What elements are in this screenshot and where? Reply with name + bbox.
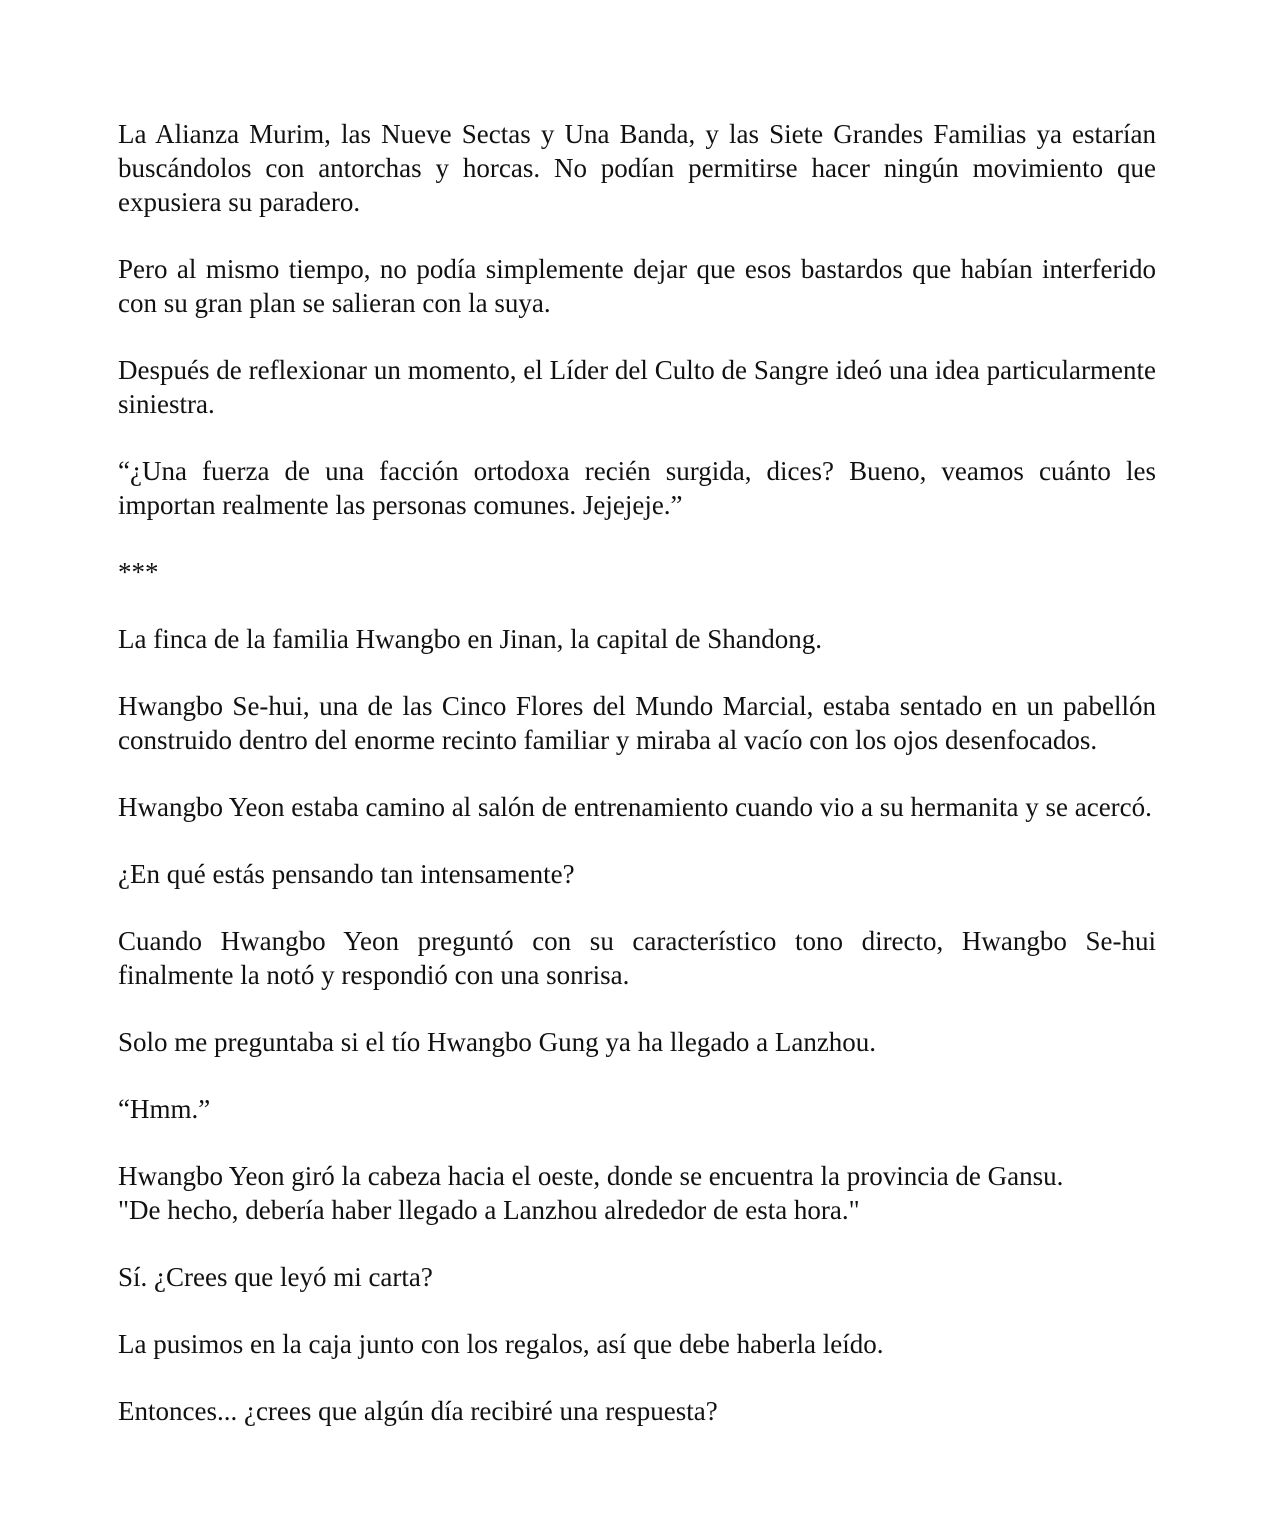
paragraph-se-hui-responds: Cuando Hwangbo Yeon preguntó con su característico tono directo, Hwangbo Se-hui finalmente la notó y respondió con una sonrisa. (118, 926, 1156, 990)
paragraph-hwangbo-estate: La finca de la familia Hwangbo en Jinan, la capital de Shandong. (118, 624, 823, 654)
paragraph-se-hui-pavilion: Hwangbo Se-hui, una de las Cinco Flores del Mundo Marcial, estaba sentado en un pabellón construido dentro del enorme recinto familiar y miraba al vacío con los ojos desenfocados. (118, 691, 1156, 755)
paragraph-box-gifts: La pusimos en la caja junto con los regalos, así que debe haberla leído. (118, 1329, 884, 1359)
paragraph-bastards-plan: Pero al mismo tiempo, no podía simplemente dejar que esos bastardos que habían interferido con su gran plan se salieran con la suya. (118, 254, 1156, 318)
scene-break: *** (118, 557, 159, 587)
paragraph-yeon-west-line-2: "De hecho, debería haber llegado a Lanzhou alrededor de esta hora." (118, 1195, 860, 1225)
paragraph-question: ¿En qué estás pensando tan intensamente? (118, 859, 575, 889)
paragraph-yeon-west-line-1: Hwangbo Yeon giró la cabeza hacia el oeste, donde se encuentra la provincia de Gansu. (118, 1161, 1064, 1191)
paragraph-yeon-west (118, 1159, 1156, 1227)
paragraph-alliance-search: La Alianza Murim, las Nueve Sectas y Una Banda, y las Siete Grandes Familias ya estarían buscándolos con antorchas y horcas. No podían permitirse hacer ningún movimiento que expusiera su paradero. (118, 119, 1156, 217)
paragraph-uncle-lanzhou: Solo me preguntaba si el tío Hwangbo Gung ya ha llegado a Lanzhou. (118, 1027, 877, 1057)
paragraph-letter-question: Sí. ¿Crees que leyó mi carta? (118, 1262, 433, 1292)
paragraph-cult-leader-quote: “¿Una fuerza de una facción ortodoxa recién surgida, dices? Bueno, veamos cuánto les importan realmente las personas comunes. Jejejeje.” (118, 456, 1156, 520)
paragraph-hmm: “Hmm.” (118, 1094, 211, 1124)
paragraph-reply-question: Entonces... ¿crees que algún día recibiré una respuesta? (118, 1396, 718, 1426)
body-text (118, 117, 1156, 1461)
paragraph-yeon-approaches: Hwangbo Yeon estaba camino al salón de entrenamiento cuando vio a su hermanita y se acercó. (118, 792, 1152, 822)
paragraph-cult-leader-idea: Después de reflexionar un momento, el Líder del Culto de Sangre ideó una idea particularmente siniestra. (118, 355, 1156, 419)
